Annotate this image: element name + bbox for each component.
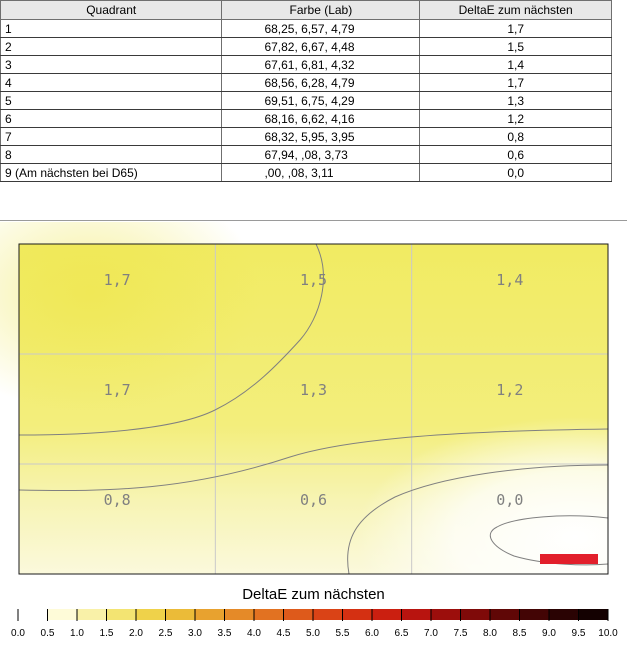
cell-farbe: 67,82, 6,67, 4,48 [222,38,420,56]
cell-farbe: 68,32, 5,95, 3,95 [222,128,420,146]
colorbar-swatch [549,609,579,620]
cell-farbe: 68,16, 6,62, 4,16 [222,110,420,128]
colorbar-tick-label: 6.5 [394,628,409,639]
header-farbe: Farbe (Lab) [222,1,420,20]
colorbar-swatch [402,609,432,620]
colorbar-tick-label: 4.0 [247,628,261,639]
colorbar-swatch [520,609,550,620]
cell-farbe: ,00, ,08, 3,11 [222,164,420,182]
colorbar-swatch [77,609,107,620]
colorbar-swatch [461,609,491,620]
cell-quadrant: 4 [1,74,222,92]
cell-farbe: 69,51, 6,75, 4,29 [222,92,420,110]
quadrant-table [0,0,612,182]
heatmap-cell-label: 1,3 [299,381,328,399]
colorbar-tick-label: 10.0 [598,628,618,639]
colorbar-swatch [313,609,343,620]
colorbar-swatch [18,609,48,620]
table-row [1,38,612,56]
colorbar-title: DeltaE zum nächsten [242,586,385,603]
heatmap-cell-label: 1,2 [496,381,524,399]
colorbar-tick-label: 8.0 [483,628,497,639]
cell-quadrant: 8 [1,146,222,164]
colorbar-tick-label: 1.5 [99,628,114,639]
table-row [1,20,612,38]
colorbar-swatch [431,609,461,620]
quadrant-table-container [0,0,612,182]
cell-quadrant: 2 [1,38,222,56]
colorbar-swatch [107,609,137,620]
colorbar-tick-label: 3.5 [217,628,232,639]
colorbar-swatch [372,609,402,620]
table-row [1,164,612,182]
colorbar-swatch [579,609,609,620]
colorbar-tick-label: 3.0 [188,628,202,639]
colorbar-tick-label: 6.0 [365,628,379,639]
table-row [1,74,612,92]
colorbar-tick-label: 2.5 [158,628,173,639]
cell-farbe: 68,25, 6,57, 4,79 [222,20,420,38]
cell-quadrant: 1 [1,20,222,38]
cell-deltae: 1,7 [420,74,612,92]
deltae-heatmap [0,222,627,584]
cell-quadrant: 5 [1,92,222,110]
colorbar-swatch [48,609,78,620]
cell-farbe: 68,56, 6,28, 4,79 [222,74,420,92]
heatmap-cell-label: 0,6 [299,491,328,509]
heatmap-cell-label: 0,8 [103,491,131,509]
colorbar-tick-label: 0.5 [40,628,55,639]
cell-deltae: 1,5 [420,38,612,56]
colorbar-swatch [490,609,520,620]
colorbar-swatch [284,609,314,620]
colorbar-tick-label: 7.5 [453,628,468,639]
cell-quadrant: 7 [1,128,222,146]
colorbar-tick-label: 9.0 [542,628,556,639]
header-deltae: DeltaE zum nächsten [420,1,612,20]
cell-deltae: 1,7 [420,20,612,38]
section-divider [0,220,627,221]
cell-quadrant: 9 (Am nächsten bei D65) [1,164,222,182]
colorbar-tick-label: 2.0 [129,628,143,639]
heatmap-cell-label: 0,0 [496,491,524,509]
heatmap-cell-label: 1,7 [103,271,131,289]
table-row [1,92,612,110]
heatmap-cell-label: 1,7 [103,381,131,399]
heatmap-cell-label: 1,5 [299,271,328,289]
table-row [1,128,612,146]
colorbar-swatch [195,609,225,620]
cell-deltae: 1,3 [420,92,612,110]
colorbar-tick-label: 4.5 [276,628,291,639]
colorbar-swatch [225,609,255,620]
cell-farbe: 67,94, ,08, 3,73 [222,146,420,164]
table-row [1,56,612,74]
table-row [1,146,612,164]
table-row [1,110,612,128]
colorbar-tick-label: 8.5 [512,628,527,639]
header-quadrant: Quadrant [1,1,222,20]
cell-quadrant: 3 [1,56,222,74]
colorbar-swatch [254,609,284,620]
table-header-row [1,1,612,20]
cell-farbe: 67,61, 6,81, 4,32 [222,56,420,74]
colorbar [0,606,627,648]
colorbar-swatch [136,609,166,620]
colorbar-tick-label: 5.0 [306,628,320,639]
colorbar-tick-label: 5.5 [335,628,350,639]
cell-deltae: 0,8 [420,128,612,146]
colorbar-tick-label: 1.0 [70,628,84,639]
heatmap-cell-label: 1,4 [496,271,524,289]
cell-deltae: 1,4 [420,56,612,74]
colorbar-tick-label: 7.0 [424,628,438,639]
colorbar-swatch [166,609,196,620]
colorbar-swatch [343,609,373,620]
cell-deltae: 0,6 [420,146,612,164]
cell-deltae: 0,0 [420,164,612,182]
colorbar-tick-label: 0.0 [11,628,25,639]
cell-deltae: 1,2 [420,110,612,128]
cell-quadrant: 6 [1,110,222,128]
d65-marker [540,554,598,564]
colorbar-tick-label: 9.5 [571,628,586,639]
